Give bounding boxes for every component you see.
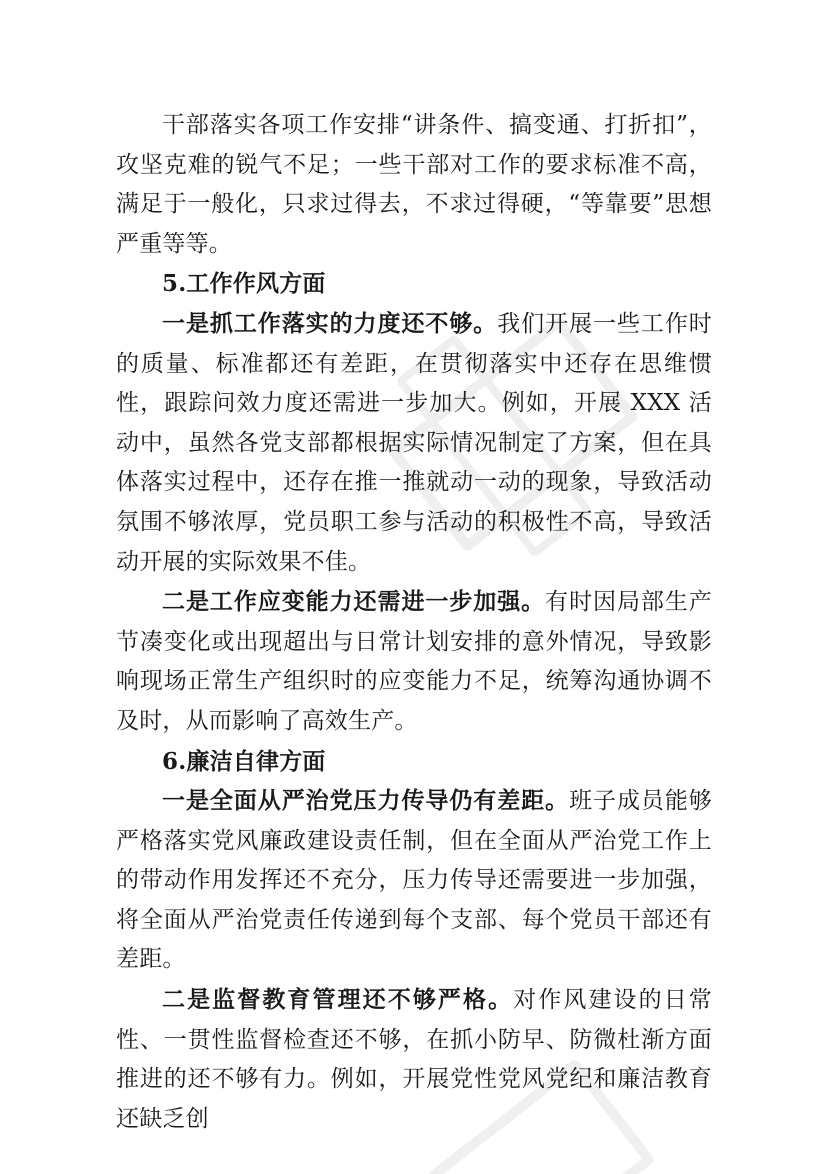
paragraph-lead: 二是工作应变能力还需进一步加强。: [162, 588, 546, 616]
paragraph-lead: 二是监督教育管理还不够严格。: [162, 986, 514, 1014]
section-heading-integrity: 6.廉洁自律方面: [162, 747, 326, 775]
paragraph-continued: [116, 106, 712, 264]
paragraph-text: 对作风建设的日常性、一贯性监督检查还不够，在抓小防早、防微杜渐方面推进的还不够有力。例如，开展党性党风党纪和廉洁教育还缺乏创: [116, 987, 712, 1132]
paragraph-work-implementation: [116, 304, 712, 582]
section-heading-work-style: 5.工作作风方面: [162, 270, 326, 298]
paragraph-text: 我们开展一些工作时的质量、标准都还有差距，在贯彻落实中还存在思维惯性，跟踪问效力度还需进一步加大。例如，开展 XXX 活动中，虽然各党支部都根据实际情况制定了方案，但在具体落实过程中，还存在推一推就动一动的现象，导致活动氛围不够浓厚，党员职工参与活动的积极性不高，导致活动开展的实际效果不佳。: [116, 310, 712, 575]
paragraph-supervision: [116, 980, 712, 1139]
paragraph-party-discipline: [116, 781, 712, 980]
paragraph-text: 干部落实各项工作安排“讲条件、搞变通、打折扣”，攻坚克难的锐气不足；一些干部对工作的要求标准不高，满足于一般化，只求过得去，不求过得硬，“等靠要”思想严重等等。: [116, 112, 712, 257]
paragraph-text: 班子成员能够严格落实党风廉政建设责任制，但在全面从严治党工作上的带动作用发挥还不充分，压力传导还需要进一步加强，将全面从严治党责任传递到每个支部、每个党员干部还有差距。: [116, 788, 713, 973]
paragraph-lead: 一是全面从严治党压力传导仍有差距。: [162, 787, 570, 815]
paragraph-lead: 一是抓工作落实的力度还不够。: [162, 309, 498, 337]
paragraph-adaptability: [116, 582, 712, 741]
document-body: [116, 106, 712, 1139]
paragraph-text: 有时因局部生产节凑变化或出现超出与日常计划安排的意外情况，导致影响现场正常生产组织时的应变能力不足，统筹沟通协调不及时，从而影响了高效生产。: [116, 589, 712, 734]
